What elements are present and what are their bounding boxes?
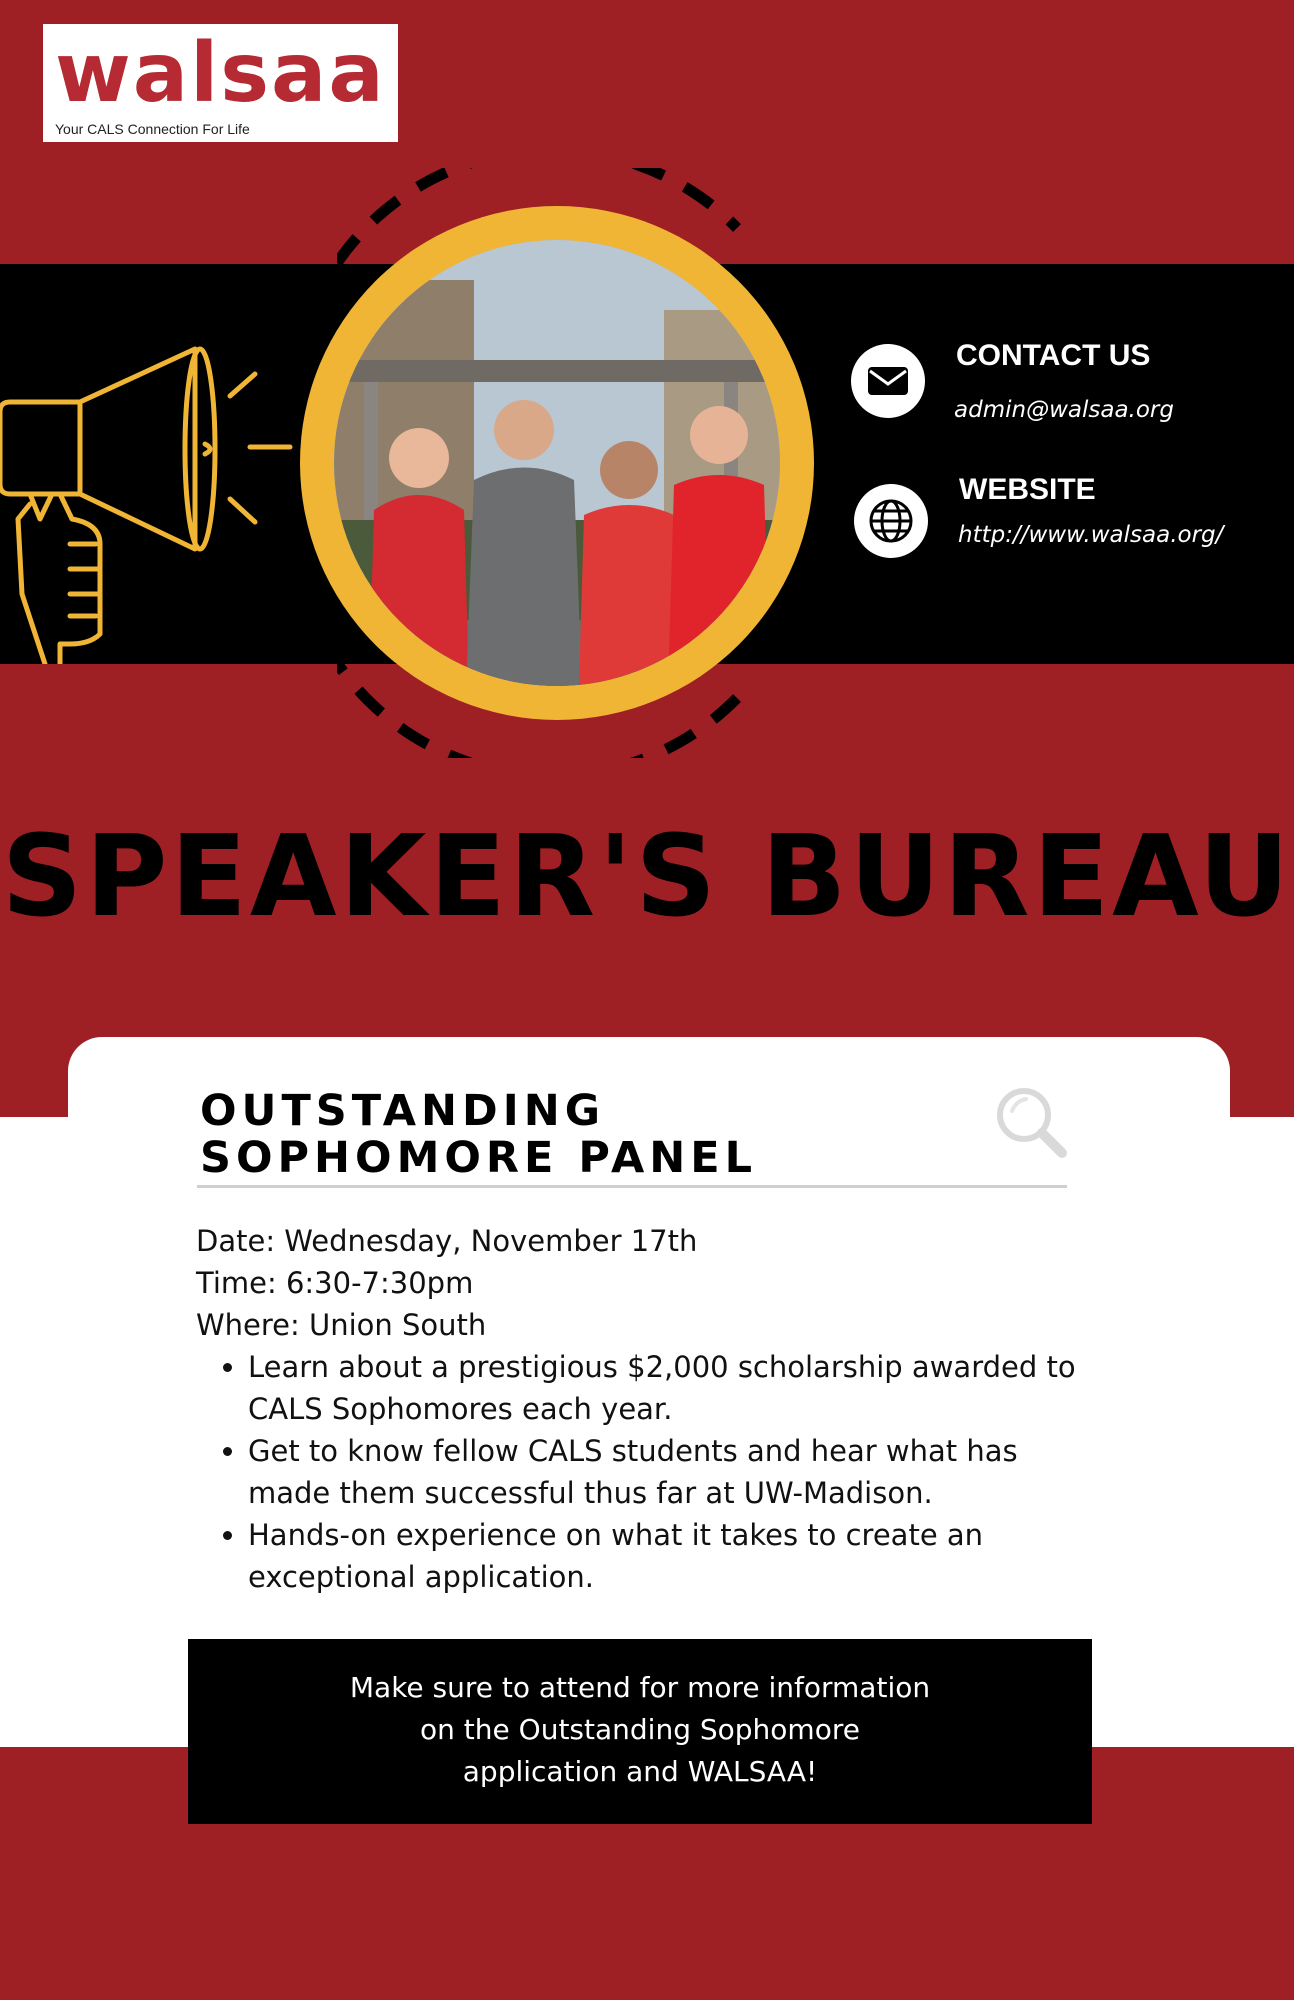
megaphone-icon bbox=[0, 344, 300, 664]
event-time: Time: 6:30-7:30pm bbox=[196, 1266, 474, 1300]
panel-title-line1: OUTSTANDING bbox=[200, 1086, 606, 1136]
cta-line: on the Outstanding Sophomore bbox=[420, 1713, 860, 1746]
title-divider bbox=[197, 1185, 1067, 1188]
globe-icon bbox=[854, 484, 928, 558]
group-photo bbox=[334, 240, 780, 686]
website-url[interactable]: http://www.walsaa.org/ bbox=[958, 522, 1224, 548]
walsaa-logo bbox=[43, 24, 398, 142]
logo-wordmark: walsaa bbox=[55, 26, 386, 121]
contact-heading: CONTACT US bbox=[956, 339, 1151, 372]
cta-text bbox=[188, 1667, 1092, 1793]
event-date: Date: Wednesday, November 17th bbox=[196, 1224, 698, 1258]
email-icon-circle bbox=[851, 344, 925, 418]
call-to-action bbox=[188, 1639, 1092, 1824]
event-highlights bbox=[196, 1346, 1096, 1598]
envelope-icon bbox=[851, 344, 925, 418]
website-heading: WEBSITE bbox=[959, 473, 1096, 506]
event-location: Where: Union South bbox=[196, 1308, 487, 1342]
panel-title-line2: SOPHOMORE PANEL bbox=[200, 1133, 757, 1183]
magnifier-icon bbox=[992, 1083, 1072, 1163]
list-item: • Hands-on experience on what it takes to create an exceptional application. bbox=[248, 1514, 1096, 1598]
website-icon-circle bbox=[854, 484, 928, 558]
event-details bbox=[196, 1220, 1096, 1598]
contact-email[interactable]: admin@walsaa.org bbox=[954, 397, 1174, 423]
list-item: • Get to know fellow CALS students and hear what has made them successful thus far at UW-Madison. bbox=[248, 1430, 1096, 1514]
page-title: SPEAKER'S BUREAU bbox=[1, 812, 1293, 942]
logo-tagline: Your CALS Connection For Life bbox=[55, 121, 250, 137]
cta-line: Make sure to attend for more information bbox=[349, 1671, 931, 1704]
list-item: • Learn about a prestigious $2,000 scholarship awarded to CALS Sophomores each year. bbox=[248, 1346, 1096, 1430]
panel-title bbox=[200, 1088, 757, 1182]
cta-line: application and WALSAA! bbox=[462, 1755, 818, 1788]
